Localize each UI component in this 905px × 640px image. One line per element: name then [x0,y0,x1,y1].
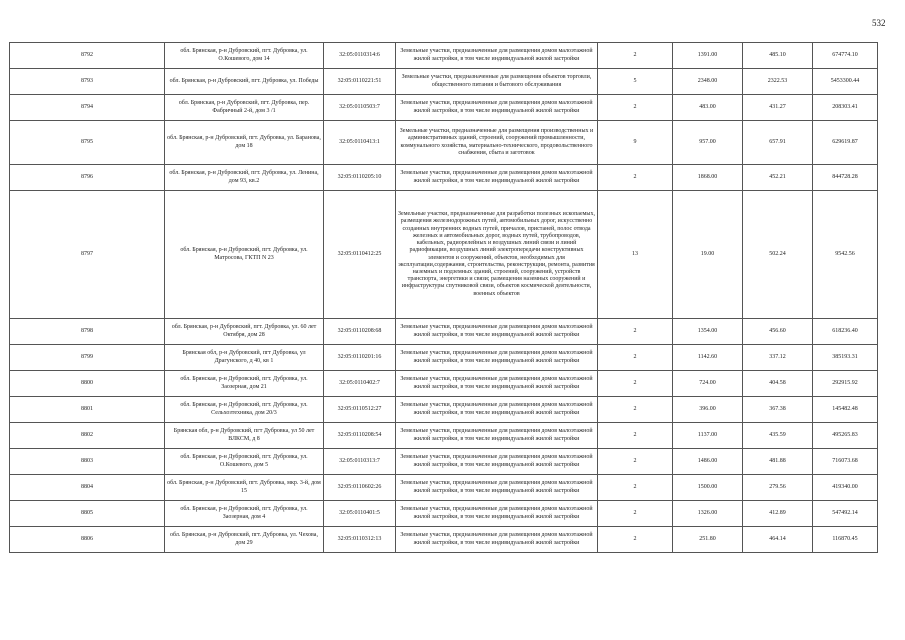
cadastral-number-cell: 32:05:0110221:51 [324,69,396,95]
use-group-cell: 5 [598,69,673,95]
use-group-cell: 2 [598,527,673,553]
page-number: 532 [872,18,886,28]
address-cell: обл. Брянская, р-н Дубровский, пгт. Дубровка, мкр. 3-й, дом 15 [165,475,324,501]
row-number: 8795 [10,121,165,165]
unit-value-cell: 456.60 [743,319,813,345]
row-number: 8801 [10,397,165,423]
unit-value-cell: 435.59 [743,423,813,449]
cadastral-value-cell: 9542.56 [813,191,878,319]
land-use-cell: Земельные участки, предназначенные для размещения домов малоэтажной жилой застройки, в том числе индивидуальной жилой застройки [396,95,598,121]
address-cell: обл. Брянская, р-н Дубровский, пгт. Дубровка, пер. Фабричный 2-й, дом 3 /1 [165,95,324,121]
table-row [10,319,878,345]
area-cell: 1391.00 [673,43,743,69]
address-cell: обл. Брянская, р-н Дубровский, пгт. Дубровка, ул. О.Кошевого, дом 5 [165,449,324,475]
cadastral-number-cell: 32:05:0110503:7 [324,95,396,121]
cadastral-number-cell: 32:05:0110312:13 [324,527,396,553]
table-row [10,165,878,191]
cadastral-number-cell: 32:05:0110314:6 [324,43,396,69]
address-cell: обл. Брянская, р-н Дубровский, пгт. Дубровка, ул. Победы [165,69,324,95]
cadastral-value-cell: 385193.31 [813,345,878,371]
cadastral-number-cell: 32:05:0110201:16 [324,345,396,371]
table-row [10,501,878,527]
land-use-cell: Земельные участки, предназначенные для размещения домов малоэтажной жилой застройки, в том числе индивидуальной жилой застройки [396,319,598,345]
table-row [10,371,878,397]
use-group-cell: 9 [598,121,673,165]
use-group-cell: 2 [598,165,673,191]
land-registry-table [9,42,878,553]
cadastral-number-cell: 32:05:0110402:7 [324,371,396,397]
use-group-cell: 2 [598,501,673,527]
cadastral-number-cell: 32:05:0110208:54 [324,423,396,449]
cadastral-number-cell: 32:05:0110205:10 [324,165,396,191]
unit-value-cell: 502.24 [743,191,813,319]
use-group-cell: 2 [598,449,673,475]
unit-value-cell: 2322.53 [743,69,813,95]
cadastral-number-cell: 32:05:0110413:1 [324,121,396,165]
table-row [10,397,878,423]
cadastral-value-cell: 674774.10 [813,43,878,69]
address-cell: обл. Брянская, р-н Дубровский, пгт. Дубровка, ул. О.Кошевого, дом 14 [165,43,324,69]
address-cell: обл. Брянская, р-н Дубровский, пгт. Дубровка, ул. Ленина, дом 93, кв.2 [165,165,324,191]
land-use-cell: Земельные участки, предназначенные для размещения домов малоэтажной жилой застройки, в том числе индивидуальной жилой застройки [396,345,598,371]
unit-value-cell: 452.21 [743,165,813,191]
row-number: 8800 [10,371,165,397]
address-cell: обл. Брянская, р-н Дубровский, пгт. Дубровка, ул. Заозерная, дом 21 [165,371,324,397]
area-cell: 2348.00 [673,69,743,95]
row-number: 8796 [10,165,165,191]
use-group-cell: 2 [598,371,673,397]
table-row [10,191,878,319]
unit-value-cell: 404.58 [743,371,813,397]
area-cell: 19.00 [673,191,743,319]
cadastral-value-cell: 495265.83 [813,423,878,449]
cadastral-value-cell: 547492.14 [813,501,878,527]
unit-value-cell: 485.10 [743,43,813,69]
area-cell: 1500.00 [673,475,743,501]
cadastral-number-cell: 32:05:0110401:5 [324,501,396,527]
cadastral-value-cell: 618236.40 [813,319,878,345]
area-cell: 396.00 [673,397,743,423]
table-row [10,475,878,501]
area-cell: 1326.00 [673,501,743,527]
address-cell: обл. Брянская, р-н Дубровский, пгт. Дубровка, ул. 60 лет Октября, дом 28 [165,319,324,345]
use-group-cell: 2 [598,345,673,371]
row-number: 8792 [10,43,165,69]
land-use-cell: Земельные участки, предназначенные для разработки полезных ископаемых, размещения железнодорожных путей, автомобильных дорог, искусственно созданных внутренних водных путей, причалов, пристаней, полос отвода железных и автомобильных дорог, водных путей, трубопроводов, кабельных, радиорелейных и воздушных линий связи и линий радиофикации, воздушных линий электропередачи конструктивных элементов и сооружений, объектов, необходимых для эксплуатации,содержания, строительства, реконструкции, ремонта, развития наземных и подземных зданий, строений, сооружений, устройств транспорта, энергетики и связи; размещения наземных сооружений и инфраструктуры спутниковой связи, объектов космической деятельности, военных объектов [396,191,598,319]
cadastral-number-cell: 32:05:0110208:68 [324,319,396,345]
cadastral-value-cell: 5453300.44 [813,69,878,95]
table-row [10,527,878,553]
row-number: 8797 [10,191,165,319]
land-use-cell: Земельные участки, предназначенные для размещения домов малоэтажной жилой застройки, в том числе индивидуальной жилой застройки [396,527,598,553]
area-cell: 957.00 [673,121,743,165]
unit-value-cell: 279.56 [743,475,813,501]
cadastral-value-cell: 716073.68 [813,449,878,475]
use-group-cell: 2 [598,95,673,121]
use-group-cell: 2 [598,475,673,501]
area-cell: 251.80 [673,527,743,553]
land-use-cell: Земельные участки, предназначенные для размещения домов малоэтажной жилой застройки, в том числе индивидуальной жилой застройки [396,397,598,423]
use-group-cell: 2 [598,43,673,69]
table-row [10,345,878,371]
row-number: 8802 [10,423,165,449]
table-row [10,43,878,69]
land-use-cell: Земельные участки, предназначенные для размещения домов малоэтажной жилой застройки, в том числе индивидуальной жилой застройки [396,371,598,397]
area-cell: 1486.00 [673,449,743,475]
row-number: 8803 [10,449,165,475]
land-use-cell: Земельные участки, предназначенные для размещения домов малоэтажной жилой застройки, в том числе индивидуальной жилой застройки [396,501,598,527]
row-number: 8805 [10,501,165,527]
row-number: 8794 [10,95,165,121]
address-cell: Брянская обл, р-н Дубровский, пгт Дубровка, ул Драгунского, д 40, кв 1 [165,345,324,371]
area-cell: 1137.00 [673,423,743,449]
land-use-cell: Земельные участки, предназначенные для размещения домов малоэтажной жилой застройки, в том числе индивидуальной жилой застройки [396,423,598,449]
use-group-cell: 13 [598,191,673,319]
cadastral-value-cell: 292915.92 [813,371,878,397]
row-number: 8793 [10,69,165,95]
address-cell: Брянская обл, р-н Дубровский, пгт Дубровка, ул 50 лет ВЛКСМ, д 8 [165,423,324,449]
land-use-cell: Земельные участки, предназначенные для размещения домов малоэтажной жилой застройки, в том числе индивидуальной жилой застройки [396,43,598,69]
land-use-cell: Земельные участки, предназначенные для размещения домов малоэтажной жилой застройки, в том числе индивидуальной жилой застройки [396,165,598,191]
area-cell: 724.00 [673,371,743,397]
cadastral-number-cell: 32:05:0110602:26 [324,475,396,501]
cadastral-number-cell: 32:05:0110313:7 [324,449,396,475]
unit-value-cell: 481.88 [743,449,813,475]
unit-value-cell: 367.38 [743,397,813,423]
table-row [10,69,878,95]
row-number: 8804 [10,475,165,501]
table-row [10,449,878,475]
row-number: 8806 [10,527,165,553]
land-use-cell: Земельные участки, предназначенные для размещения объектов торговли, общественного питания и бытового обслуживания [396,69,598,95]
address-cell: обл. Брянская, р-н Дубровский, пгт. Дубровка, ул. Матросова, ГКТП N 23 [165,191,324,319]
area-cell: 1354.00 [673,319,743,345]
cadastral-value-cell: 208303.41 [813,95,878,121]
address-cell: обл. Брянская, р-н Дубровский, пгт. Дубровка, ул. Заозерная, дом 4 [165,501,324,527]
row-number: 8799 [10,345,165,371]
unit-value-cell: 431.27 [743,95,813,121]
table-row [10,95,878,121]
use-group-cell: 2 [598,397,673,423]
cadastral-value-cell: 629619.87 [813,121,878,165]
cadastral-number-cell: 32:05:0110512:27 [324,397,396,423]
cadastral-number-cell: 32:05:0110412:25 [324,191,396,319]
table-row [10,121,878,165]
address-cell: обл. Брянская, р-н Дубровский, пгт. Дубровка, ул. Сельхозтехника, дом 20/3 [165,397,324,423]
cadastral-value-cell: 844728.28 [813,165,878,191]
use-group-cell: 2 [598,319,673,345]
row-number: 8798 [10,319,165,345]
address-cell: обл. Брянская, р-н Дубровский, пгт. Дубровка, ул. Баранова, дом 18 [165,121,324,165]
unit-value-cell: 464.14 [743,527,813,553]
table-body [10,43,878,553]
use-group-cell: 2 [598,423,673,449]
area-cell: 483.00 [673,95,743,121]
land-use-cell: Земельные участки, предназначенные для размещения домов малоэтажной жилой застройки, в том числе индивидуальной жилой застройки [396,449,598,475]
unit-value-cell: 657.91 [743,121,813,165]
area-cell: 1142.60 [673,345,743,371]
area-cell: 1868.00 [673,165,743,191]
cadastral-value-cell: 419340.00 [813,475,878,501]
cadastral-value-cell: 145482.48 [813,397,878,423]
table-row [10,423,878,449]
cadastral-value-cell: 116870.45 [813,527,878,553]
land-use-cell: Земельные участки, предназначенные для размещения производственных и административных зданий, строений, сооружений промышленности, коммунального хозяйства, материально-технического, продовольственного снабжения, сбыта и заготовок [396,121,598,165]
unit-value-cell: 412.89 [743,501,813,527]
land-use-cell: Земельные участки, предназначенные для размещения домов малоэтажной жилой застройки, в том числе индивидуальной жилой застройки [396,475,598,501]
unit-value-cell: 337.12 [743,345,813,371]
address-cell: обл. Брянская, р-н Дубровский, пгт. Дубровка, ул. Чехова, дом 29 [165,527,324,553]
